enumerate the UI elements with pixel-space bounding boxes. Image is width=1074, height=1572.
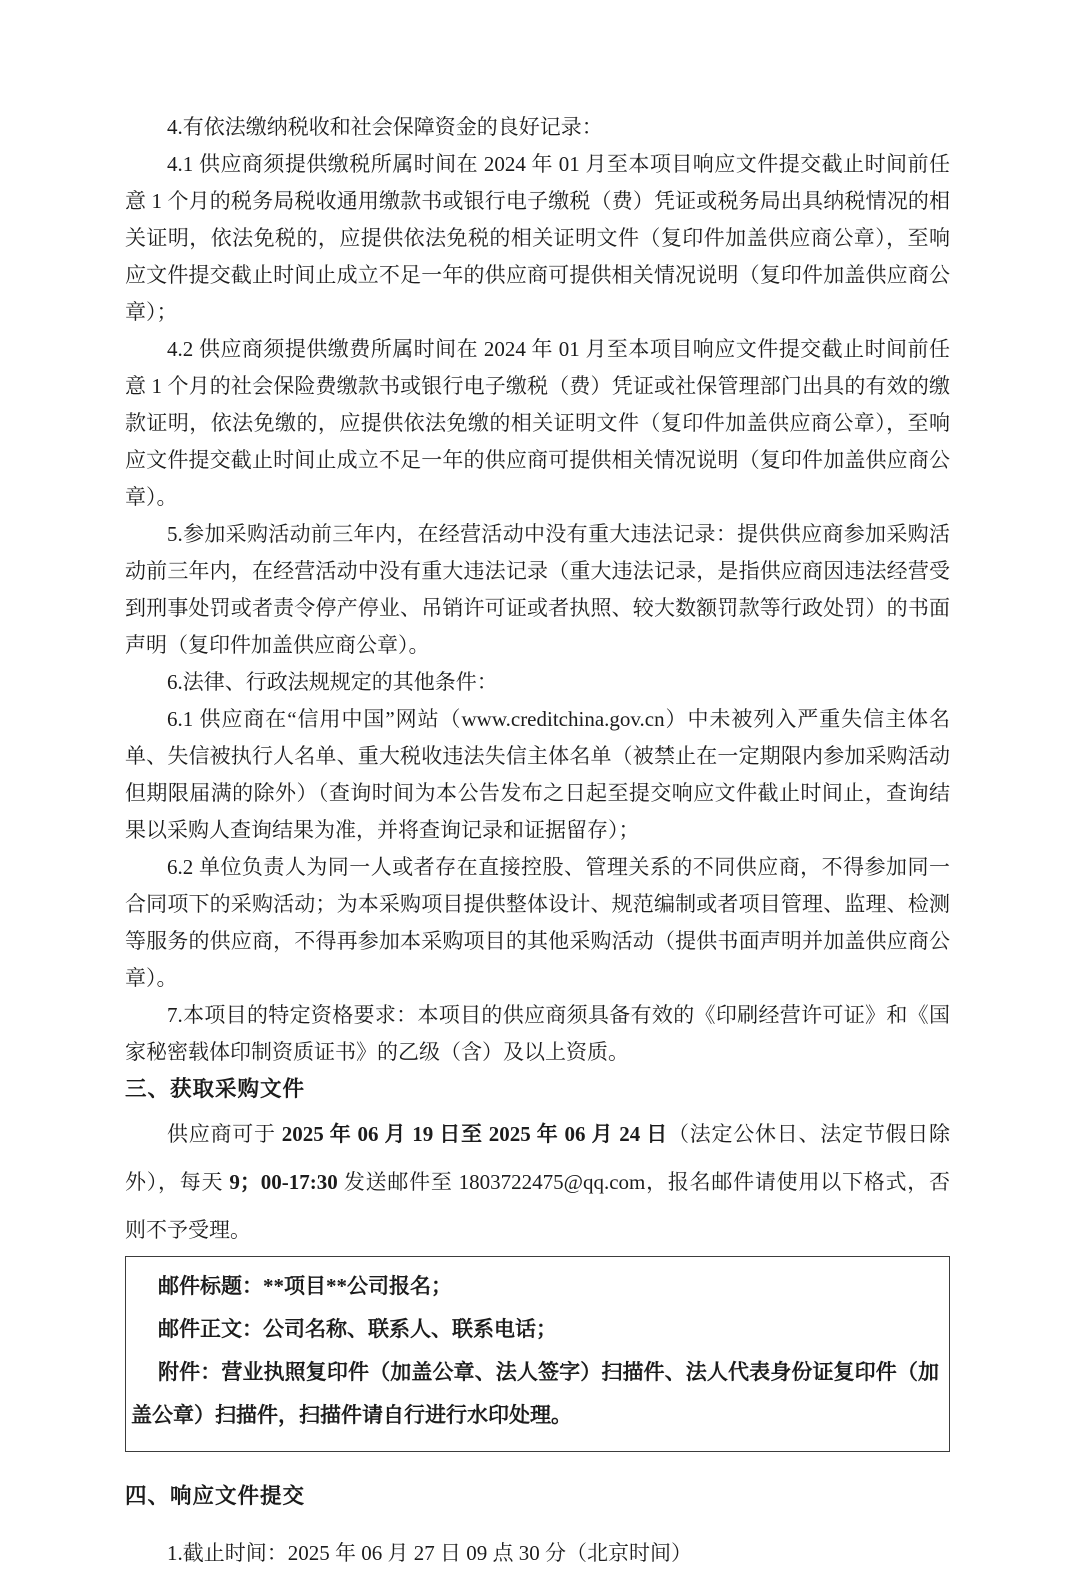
date-range-text: 2025 年 06 月 19 日至 2025 年 06 月 24 日	[281, 1122, 668, 1146]
paragraph-4-2: 4.2 供应商须提供缴费所属时间在 2024 年 01 月至本项目响应文件提交截止时间前任意 1 个月的社会保险费缴款书或银行电子缴税（费）凭证或社保管理部门出具的有效的缴款证明，依法免缴的，应提供依法免缴的相关证明文件（复印件加盖供应商公章），至响应文件提交截止时间止成立不足一年的供应商可提供相关情况说明（复印件加盖供应商公章）。	[125, 337, 950, 509]
email-format-box	[125, 1256, 950, 1452]
deadline-paragraph: 1.截止时间：2025 年 06 月 27 日 09 点 30 分（北京时间）	[167, 1541, 692, 1565]
section-heading-obtain-documents: 三、获取采购文件	[125, 1077, 306, 1101]
email-instruction-text: 发送邮件至 1803722475@qq.com，报名邮件请使用以下格式，否则不予受理。	[125, 1170, 950, 1242]
paragraph-7: 7.本项目的特定资格要求：本项目的供应商须具备有效的《印刷经营许可证》和《国家秘密载体印制资质证书》的乙级（含）及以上资质。	[125, 1003, 950, 1064]
obtain-documents-paragraph	[125, 1110, 950, 1254]
paragraph-6-1: 6.1 供应商在“信用中国”网站（www.creditchina.gov.cn）中未被列入严重失信主体名单、失信被执行人名单、重大税收违法失信主体名单（被禁止在一定期限内参加采购活动但期限届满的除外）（查询时间为本公告发布之日起至提交响应文件截止时间止，查询结果以采购人查询结果为准，并将查询记录和证据留存）；	[125, 707, 950, 842]
email-attachment-line: 附件：营业执照复印件（加盖公章、法人签字）扫描件、法人代表身份证复印件（加盖公章）扫描件，扫描件请自行进行水印处理。	[131, 1360, 939, 1427]
text-segment: 供应商可于	[167, 1122, 282, 1146]
email-subject-line: 邮件标题：**项目**公司报名；	[158, 1274, 452, 1298]
paragraph-6-2: 6.2 单位负责人为同一人或者存在直接控股、管理关系的不同供应商，不得参加同一合同项下的采购活动；为本采购项目提供整体设计、规范编制或者项目管理、监理、检测等服务的供应商，不得再参加本采购项目的其他采购活动（提供书面声明并加盖供应商公章）。	[125, 855, 950, 990]
time-range-text: 9；00-17:30	[229, 1170, 338, 1194]
text-segment: （法定公休日、法定节假日除外），每天	[125, 1122, 950, 1194]
paragraph-4: 4.有依法缴纳税收和社会保障资金的良好记录：	[167, 115, 603, 139]
paragraph-5: 5.参加采购活动前三年内，在经营活动中没有重大违法记录：提供供应商参加采购活动前三年内，在经营活动中没有重大违法记录（重大违法记录，是指供应商因违法经营受到刑事处罚或者责令停产停业、吊销许可证或者执照、较大数额罚款等行政处罚）的书面声明（复印件加盖供应商公章）。	[125, 522, 950, 657]
paragraph-4-1: 4.1 供应商须提供缴税所属时间在 2024 年 01 月至本项目响应文件提交截止时间前任意 1 个月的税务局税收通用缴款书或银行电子缴税（费）凭证或税务局出具纳税情况的相关证明，依法免税的，应提供依法免税的相关证明文件（复印件加盖供应商公章），至响应文件提交截止时间止成立不足一年的供应商可提供相关情况说明（复印件加盖供应商公章）；	[125, 152, 950, 324]
email-body-line: 邮件正文：公司名称、联系人、联系电话；	[158, 1317, 557, 1341]
paragraph-6: 6.法律、行政法规规定的其他条件：	[167, 670, 498, 694]
section-heading-response-submission: 四、响应文件提交	[125, 1484, 306, 1508]
